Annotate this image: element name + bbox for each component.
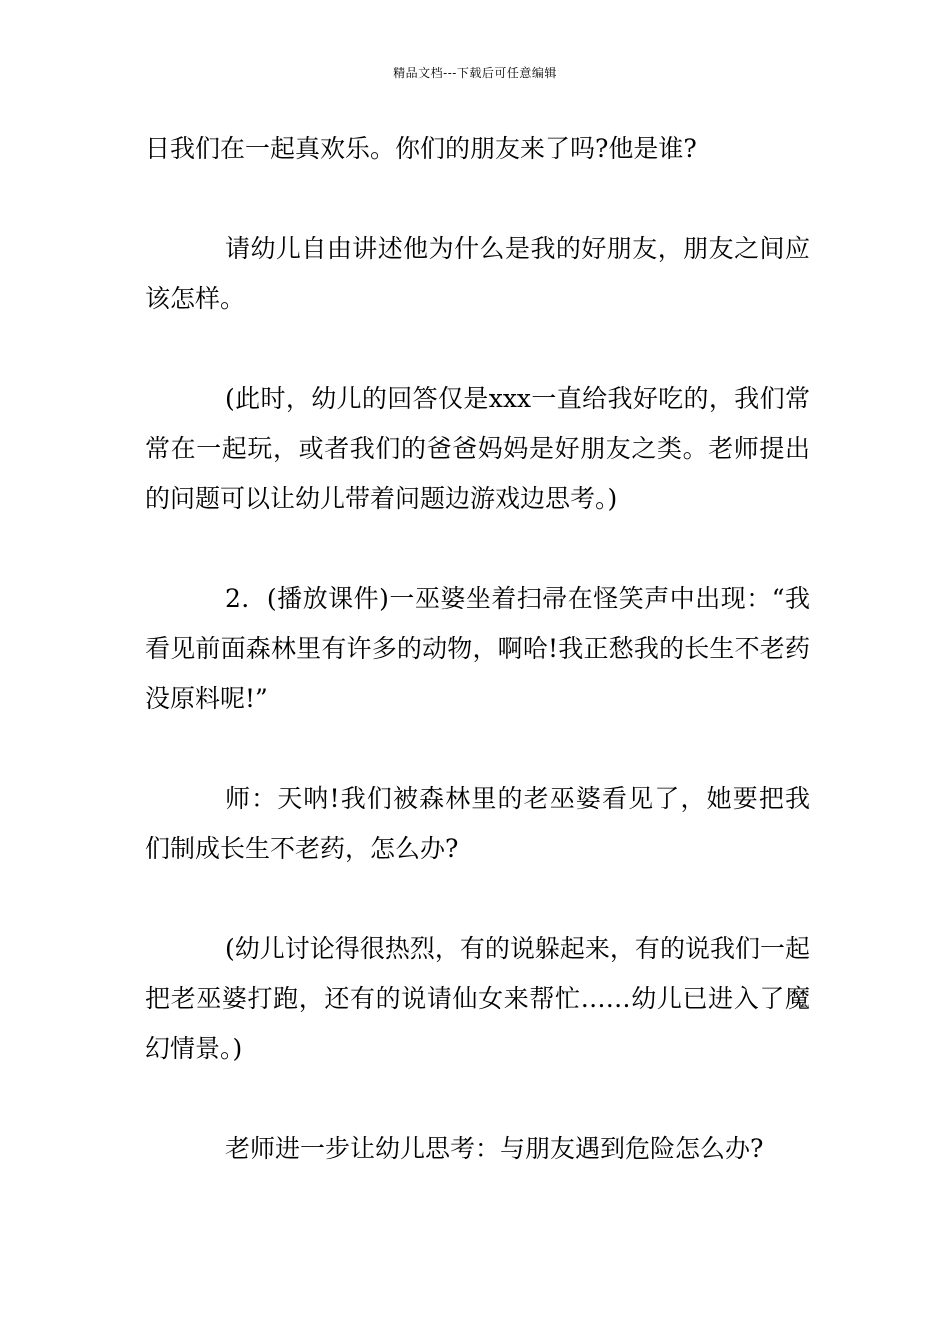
paragraph-7: 老师进一步让幼儿思考：与朋友遇到危险怎么办?: [225, 1134, 764, 1163]
page-header: 精品文档---下载后可任意编辑: [393, 66, 557, 80]
paragraph-3: (此时，幼儿的回答仅是xxx一直给我好吃的，我们常常在一起玩，或者我们的爸爸妈妈是好朋友之类。老师提出的问题可以让幼儿带着问题边游戏边思考。): [145, 384, 810, 513]
paragraph-4: 2．(播放课件)一巫婆坐着扫帚在怪笑声中出现：“我看见前面森林里有许多的动物，啊哈!我正愁我的长生不老药没原料呢!”: [145, 584, 810, 713]
paragraph-5: 师：天呐!我们被森林里的老巫婆看见了，她要把我们制成长生不老药，怎么办?: [145, 784, 810, 863]
paragraph-6: (幼儿讨论得很热烈，有的说躲起来，有的说我们一起把老巫婆打跑，还有的说请仙女来帮忙……幼儿已进入了魔幻情景。): [145, 934, 810, 1063]
paragraph-1: 日我们在一起真欢乐。你们的朋友来了吗?他是谁?: [145, 134, 697, 163]
paragraph-2: 请幼儿自由讲述他为什么是我的好朋友，朋友之间应该怎样。: [145, 234, 810, 313]
document-body: [145, 124, 810, 1224]
